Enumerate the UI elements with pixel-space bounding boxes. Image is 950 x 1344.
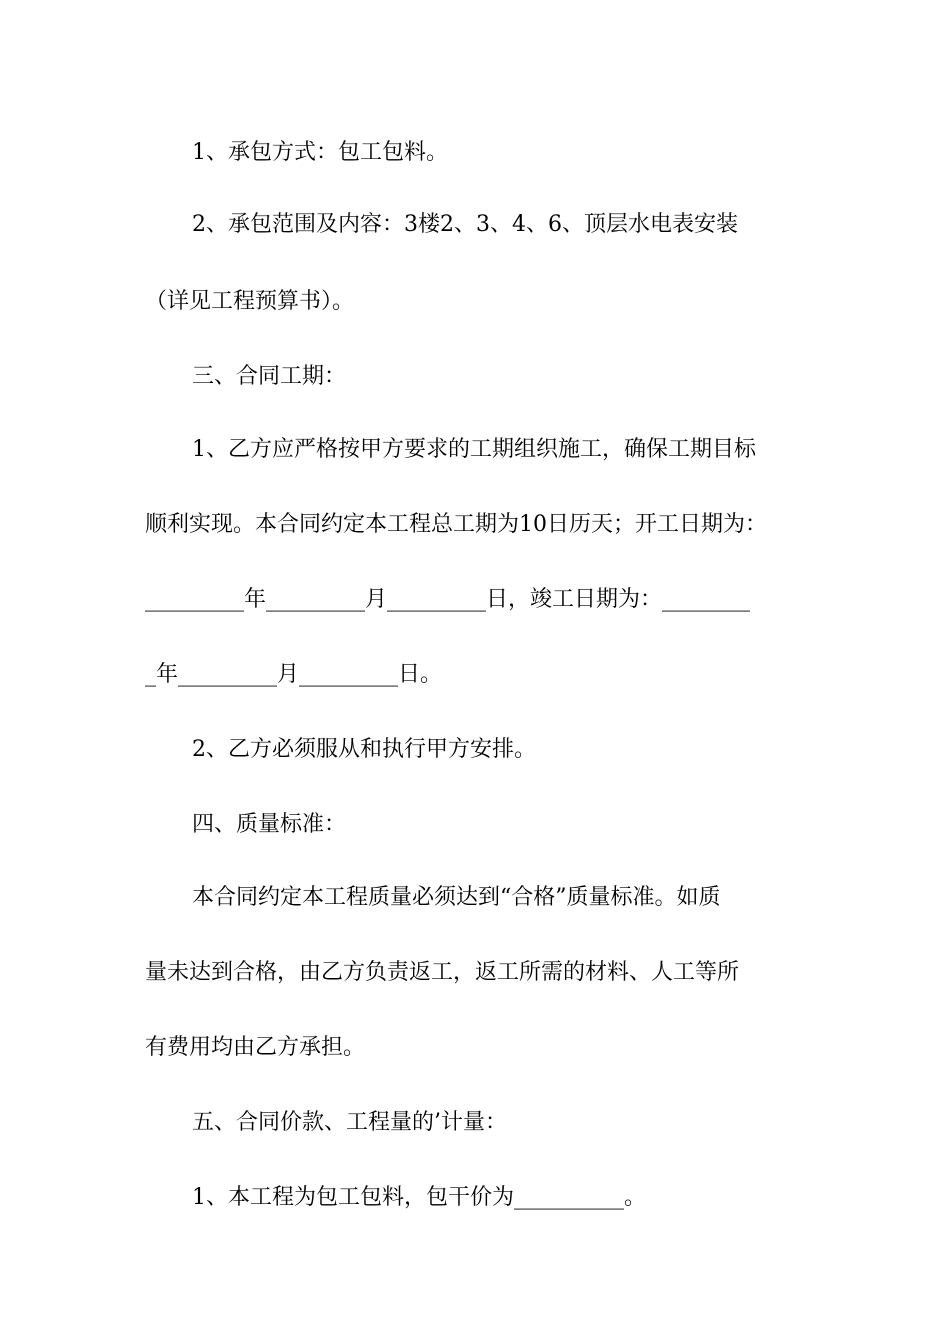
clause-schedule-dates-cont: _年_________月_________日。: [145, 662, 443, 687]
section-heading-price: 五、合同价款、工程量的’计量：: [192, 1110, 507, 1135]
clause-contract-scope: 2、承包范围及内容：3楼2、3、4、6、顶层水电表安装: [192, 212, 738, 237]
clause-schedule-dates: _________年_________月_________日，竣工日期为：________: [145, 587, 751, 612]
clause-contract-scope-cont: （详见工程预算书）。: [145, 289, 355, 314]
section-heading-quality: 四、质量标准：: [192, 812, 347, 837]
section-heading-schedule: 三、合同工期：: [192, 364, 347, 389]
clause-schedule-1-cont: 顺利实现。本合同约定本工程总工期为10日历天；开工日期为：: [145, 512, 767, 537]
clause-quality-cont-2: 有费用均由乙方承担。: [145, 1035, 366, 1060]
clause-price-1: 1、本工程为包工包料，包干价为__________。: [192, 1185, 646, 1210]
clause-contract-method: 1、承包方式：包工包料。: [192, 140, 448, 165]
clause-quality-cont: 量未达到合格，由乙方负责返工，返工所需的材料、人工等所: [145, 960, 740, 985]
clause-schedule-2: 2、乙方必须服从和执行甲方安排。: [192, 737, 536, 762]
clause-schedule-1: 1、乙方应严格按甲方要求的工期组织施工，确保工期目标: [192, 437, 756, 462]
clause-quality: 本合同约定本工程质量必须达到“合格”质量标准。如质: [192, 885, 721, 910]
